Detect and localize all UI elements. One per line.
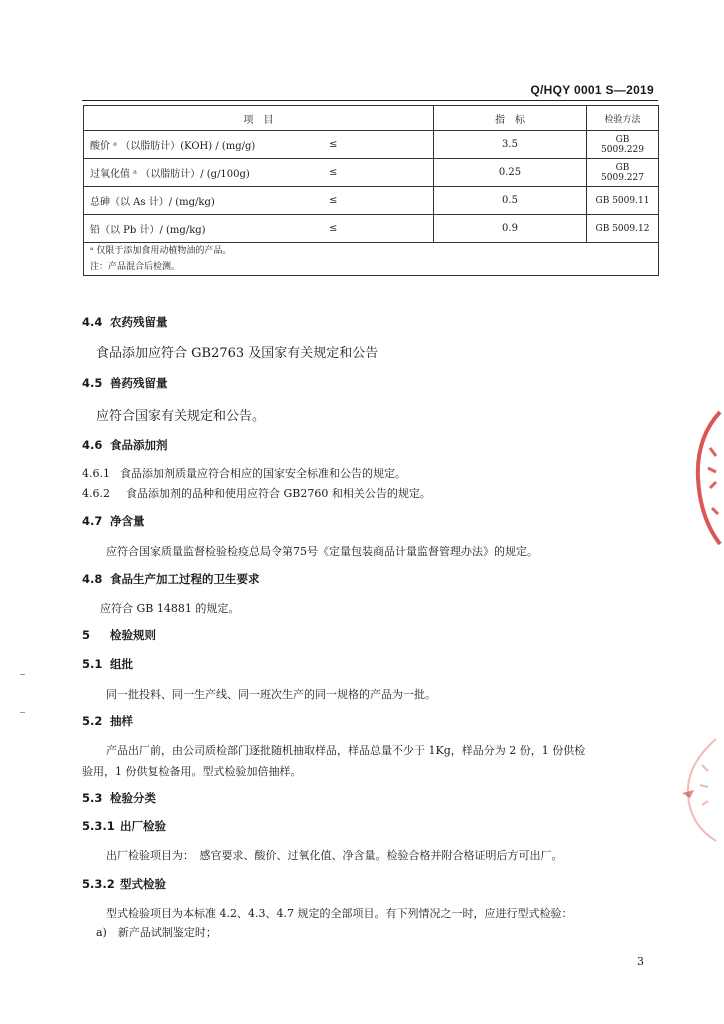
- text-4-4: 食品添加应符合 GB2763 及国家有关规定和公告: [96, 346, 379, 361]
- heading-5-2: [82, 713, 133, 729]
- row-item: 酸价 ᵃ （以脂肪计）(KOH) / (mg/g): [84, 131, 324, 159]
- spec-table: [83, 105, 659, 276]
- row-method: GB 5009.227: [587, 159, 659, 187]
- heading-number: 5.1: [82, 657, 103, 671]
- heading-5-3-1: [82, 818, 166, 834]
- heading-number: 4.6: [82, 438, 103, 452]
- note-footnote-a: ᵃ 仅限于添加食用动植物油的产品。: [90, 246, 232, 256]
- row-item: 过氧化值 ᵃ （以脂肪计）/ (g/100g): [84, 159, 324, 187]
- row-value: 3.5: [434, 131, 587, 159]
- scan-mark: [20, 712, 25, 713]
- row-value: 0.25: [434, 159, 587, 187]
- heading-number: 4.5: [82, 376, 103, 390]
- heading-title: 出厂检验: [120, 819, 166, 833]
- heading-title: 检验规则: [110, 628, 156, 642]
- scan-mark: [20, 674, 25, 675]
- heading-title: 抽样: [110, 714, 133, 728]
- row-method: GB 5009.12: [587, 215, 659, 243]
- document-code: Q/HQY 0001 S—2019: [530, 83, 654, 97]
- table-row: [84, 131, 659, 159]
- text-4-8: 应符合 GB 14881 的规定。: [100, 602, 240, 615]
- row-le: ≤: [323, 215, 434, 243]
- text-5-1: 同一批投料、同一生产线、同一班次生产的同一规格的产品为一批。: [106, 688, 436, 701]
- heading-number: 5.2: [82, 714, 103, 728]
- text-5-2-line1: 产品出厂前，由公司质检部门逐批随机抽取样品，样品总量不少于 1Kg，样品分为 2 份，1 份供检: [106, 744, 586, 757]
- heading-title: 检验分类: [110, 791, 156, 805]
- heading-4-4: [82, 314, 168, 330]
- heading-title: 净含量: [110, 514, 145, 528]
- header-item: 项 目: [84, 106, 434, 131]
- heading-number: 5.3.2: [82, 877, 115, 891]
- clause-text: 食品添加剂质量应符合相应的国家安全标准和公告的规定。: [120, 467, 406, 480]
- heading-title: 组批: [110, 657, 133, 671]
- table-notes-row: [84, 243, 659, 276]
- row-item: 铅（以 Pb 计）/ (mg/kg): [84, 215, 324, 243]
- clause-number: 4.6.2: [82, 487, 110, 500]
- row-value: 0.9: [434, 215, 587, 243]
- list-item-a: a) 新产品试制鉴定时；: [96, 926, 217, 939]
- table-row: [84, 159, 659, 187]
- heading-5: [82, 627, 156, 643]
- text-4-6-1: [82, 465, 406, 481]
- heading-title: 农药残留量: [110, 315, 168, 329]
- header-method: 检验方法: [587, 106, 659, 131]
- row-value: 0.5: [434, 187, 587, 215]
- row-le: ≤: [323, 159, 434, 187]
- text-4-7: 应符合国家质量监督检验检疫总局令第75号《定量包装商品计量监督管理办法》的规定。: [106, 545, 538, 558]
- heading-5-1: [82, 656, 133, 672]
- seal-stamp-partial-faint: [676, 735, 722, 845]
- clause-text: 食品添加剂的品种和使用应符合 GB2760 和相关公告的规定。: [126, 487, 431, 500]
- row-le: ≤: [323, 187, 434, 215]
- text-5-3-2: 型式检验项目为本标准 4.2、4.3、4.7 规定的全部项目。有下列情况之一时，应进行型式检验：: [106, 907, 573, 920]
- heading-number: 5: [82, 628, 91, 642]
- heading-title: 型式检验: [120, 877, 166, 891]
- table-row: [84, 187, 659, 215]
- heading-4-7: [82, 513, 145, 529]
- text-5-3-1: 出厂检验项目为： 感官要求、酸价、过氧化值、净含量。检验合格并附合格证明后方可出厂。: [106, 849, 563, 862]
- header-rule: [82, 100, 658, 101]
- heading-title: 兽药残留量: [110, 376, 168, 390]
- header-index: 指 标: [434, 106, 587, 131]
- seal-stamp-partial: [690, 408, 724, 548]
- heading-5-3: [82, 790, 156, 806]
- row-item: 总砷（以 As 计）/ (mg/kg): [84, 187, 324, 215]
- heading-5-3-2: [82, 876, 166, 892]
- heading-number: 5.3.1: [82, 819, 115, 833]
- table-row: [84, 215, 659, 243]
- page-number: 3: [637, 955, 644, 968]
- text-4-6-2: [82, 485, 431, 501]
- text-5-2-line2: 验用，1 份供复检备用。型式检验加倍抽样。: [82, 765, 302, 778]
- table-header-row: [84, 106, 659, 131]
- row-method: GB 5009.11: [587, 187, 659, 215]
- heading-4-8: [82, 571, 260, 587]
- note-mixing: 注：产品混合后检测。: [90, 262, 181, 272]
- heading-number: 4.4: [82, 315, 103, 329]
- heading-4-6: [82, 437, 168, 453]
- row-le: ≤: [323, 131, 434, 159]
- table-notes: [84, 243, 659, 276]
- heading-title: 食品生产加工过程的卫生要求: [110, 572, 260, 586]
- heading-title: 食品添加剂: [110, 438, 168, 452]
- heading-number: 5.3: [82, 791, 103, 805]
- heading-4-5: [82, 375, 168, 391]
- heading-number: 4.8: [82, 572, 103, 586]
- text-4-5: 应符合国家有关规定和公告。: [96, 409, 266, 424]
- clause-number: 4.6.1: [82, 467, 110, 480]
- heading-number: 4.7: [82, 514, 103, 528]
- row-method: GB 5009.229: [587, 131, 659, 159]
